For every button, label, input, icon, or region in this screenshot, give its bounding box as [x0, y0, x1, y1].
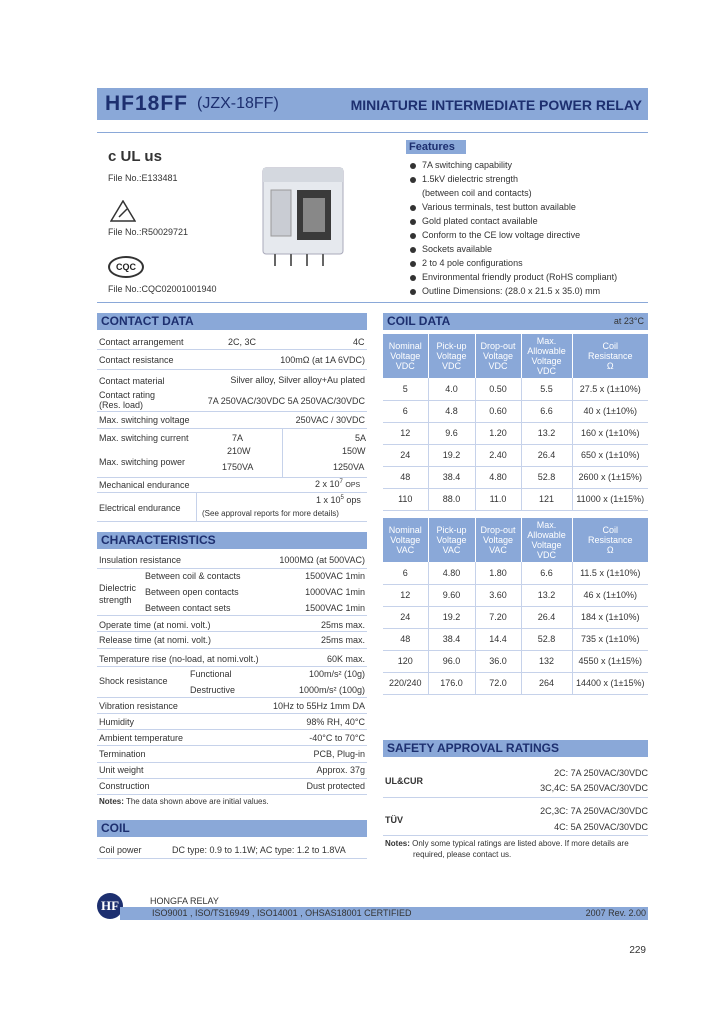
table-header-cell [521, 518, 572, 562]
table-row [383, 400, 648, 422]
power-4c-w: 150W [342, 446, 366, 456]
bullet-icon [410, 205, 416, 211]
cqc-file-number: File No.:CQC02001001940 [108, 284, 217, 294]
temp-rise-label: Temperature rise (no-load, at nomi.volt.) [99, 654, 259, 664]
table-cell: 38.4 [428, 628, 475, 650]
max-power-label: Max. switching power [99, 457, 186, 467]
contact-data-title: CONTACT DATA [97, 313, 367, 330]
table-cell: 48 [383, 466, 428, 488]
header-line: VDC [441, 361, 461, 371]
table-header-cell [475, 518, 521, 562]
table-cell: 38.4 [428, 466, 475, 488]
table-cell: 24 [383, 444, 428, 466]
divider [97, 615, 367, 616]
table-cell: 4.80 [475, 466, 521, 488]
release-value: 25ms max. [320, 635, 365, 645]
power-2c3c-w: 210W [227, 446, 251, 456]
table-row [383, 444, 648, 466]
tuv-triangle-icon [110, 200, 136, 222]
divider [97, 369, 367, 370]
bullet-icon [410, 289, 416, 295]
construction-label: Construction [99, 781, 150, 791]
insulation-value: 1000MΩ (at 500VAC) [279, 555, 365, 565]
safety-title: SAFETY APPROVAL RATINGS [383, 740, 648, 757]
divider [97, 428, 367, 429]
divider [97, 492, 367, 493]
table-cell: 27.5 x (1±10%) [572, 378, 648, 400]
table-row [383, 422, 648, 444]
divider [97, 411, 367, 412]
safety-notes-2: required, please contact us. [413, 850, 512, 859]
ul-rating-1: 2C: 7A 250VAC/30VDC [554, 768, 648, 778]
table-cell: 1.20 [475, 422, 521, 444]
divider [97, 858, 367, 859]
table-row [383, 606, 648, 628]
divider [282, 428, 283, 478]
table-cell: 19.2 [428, 606, 475, 628]
feature-item: (between coil and contacts) [422, 188, 532, 198]
table-cell: 6.6 [521, 562, 572, 584]
table-cell: 13.2 [521, 422, 572, 444]
header-line: VAC [442, 545, 461, 555]
characteristics-title: CHARACTERISTICS [97, 532, 367, 549]
header-line: Resistance [587, 535, 633, 545]
header-line: Max. [536, 520, 557, 530]
table-cell: 2.40 [475, 444, 521, 466]
dielectric-sets-label: Between contact sets [145, 603, 231, 613]
table-row [383, 378, 648, 400]
table-header-cell [475, 334, 521, 378]
divider [97, 521, 367, 522]
table-cell: 110 [383, 488, 428, 510]
header-line: VDC [488, 361, 508, 371]
table-cell: 12 [383, 422, 428, 444]
table-row [383, 466, 648, 488]
ul-cur-label: UL&CUR [385, 776, 423, 786]
header-line: Drop-out [480, 341, 516, 351]
termination-value: PCB, Plug-in [313, 749, 365, 759]
header-line: Voltage [531, 356, 562, 366]
table-cell: 7.20 [475, 606, 521, 628]
characteristics-notes: Notes: The data shown above are initial values. [99, 797, 269, 806]
shock-destr-value: 1000m/s² (100g) [298, 685, 365, 695]
bullet-icon [410, 163, 416, 169]
table-cell: 13.2 [521, 584, 572, 606]
header-line: Voltage [390, 351, 421, 361]
table-cell: 26.4 [521, 444, 572, 466]
table-cell: 735 x (1±10%) [572, 628, 648, 650]
table-cell: 0.60 [475, 400, 521, 422]
divider [196, 492, 197, 522]
vibration-label: Vibration resistance [99, 701, 178, 711]
table-row [383, 650, 648, 672]
bullet-icon [410, 233, 416, 239]
header-line: Voltage [482, 351, 514, 361]
termination-label: Termination [99, 749, 146, 759]
table-cell: 26.4 [521, 606, 572, 628]
table-cell: 2600 x (1±15%) [572, 466, 648, 488]
table-cell: 176.0 [428, 672, 475, 694]
cqc-mark-icon: CQC [108, 256, 144, 278]
divider [97, 132, 648, 133]
table-cell: 220/240 [383, 672, 428, 694]
table-cell: 6.6 [521, 400, 572, 422]
feature-item: Gold plated contact available [410, 216, 538, 226]
table-cell: 14.4 [475, 628, 521, 650]
bullet-icon [410, 275, 416, 281]
max-current-label: Max. switching current [99, 433, 189, 443]
bullet-icon [410, 261, 416, 267]
feature-item: Sockets available [410, 244, 492, 254]
table-cell: 14400 x (1±15%) [572, 672, 648, 694]
table-row [383, 488, 648, 510]
divider [97, 794, 367, 795]
header-line: Nominal [388, 341, 422, 351]
coil-data-title: COIL DATA at 23°C [383, 313, 648, 330]
divider [97, 349, 367, 350]
arrangement-label: Contact arrangement [99, 337, 184, 347]
header-line: VDC [536, 366, 556, 376]
feature-item: 2 to 4 pole configurations [410, 258, 523, 268]
safety-notes: Notes: Only some typical ratings are listed above. If more details are [385, 839, 629, 848]
dielectric-open-value: 1000VAC 1min [305, 587, 365, 597]
mech-label: Mechanical endurance [99, 480, 190, 490]
hongfa-logo-icon: HF [97, 893, 123, 919]
feature-item: 1.5kV dielectric strength [410, 174, 518, 184]
header-line: Nominal [388, 525, 422, 535]
coil-data-temp: at 23°C [613, 316, 644, 326]
divider [97, 762, 367, 763]
table-row [383, 562, 648, 584]
header-line: Voltage [390, 535, 421, 545]
header-line: Voltage [531, 540, 562, 550]
divider [97, 648, 367, 649]
header-line: VDC [536, 550, 556, 560]
ul-file-number: File No.:E133481 [108, 173, 178, 183]
table-cell: 0.50 [475, 378, 521, 400]
table-header-cell [521, 334, 572, 378]
table-cell: 12 [383, 584, 428, 606]
table-cell: 4.80 [428, 562, 475, 584]
model-name: HF18FF [105, 92, 189, 115]
weight-label: Unit weight [99, 765, 144, 775]
table-cell: 40 x (1±10%) [572, 400, 648, 422]
page-number: 229 [629, 945, 646, 956]
humidity-value: 98% RH, 40°C [306, 717, 365, 727]
table-cell: 11.0 [475, 488, 521, 510]
divider [97, 631, 367, 632]
alt-model-name: (JZX-18FF) [197, 95, 279, 112]
revision-text: 2007 Rev. 2.00 [585, 908, 646, 918]
certifications-text: ISO9001 , ISO/TS16949 , ISO14001 , OHSAS18001 CERTIFIED [152, 908, 412, 918]
power-4c-va: 1250VA [333, 462, 365, 472]
max-current-4c: 5A [355, 433, 367, 443]
page-header [97, 88, 648, 120]
table-cell: 11.5 x (1±10%) [572, 562, 648, 584]
shock-destr-label: Destructive [190, 685, 236, 695]
header-line: Ω [606, 545, 614, 555]
shock-func-value: 100m/s² (10g) [308, 669, 365, 679]
coil-power-label: Coil power [99, 845, 142, 855]
divider [97, 745, 367, 746]
resistance-label: Contact resistance [99, 355, 174, 365]
divider [97, 713, 367, 714]
divider [97, 666, 367, 667]
operate-label: Operate time (at nomi. volt.) [99, 620, 211, 630]
tuv-rating-1: 2C,3C: 7A 250VAC/30VDC [540, 806, 648, 816]
max-current-2c3c: 7A [232, 433, 244, 443]
dc-coil-table [383, 334, 648, 511]
operate-value: 25ms max. [320, 620, 365, 630]
table-cell: 5.5 [521, 378, 572, 400]
divider [97, 568, 367, 569]
ambient-label: Ambient temperature [99, 733, 184, 743]
divider [383, 835, 648, 836]
table-cell: 96.0 [428, 650, 475, 672]
table-cell: 4550 x (1±15%) [572, 650, 648, 672]
coil-title: COIL [97, 820, 367, 837]
vibration-value: 10Hz to 55Hz 1mm DA [272, 701, 365, 711]
power-2c3c-va: 1750VA [222, 462, 254, 472]
insulation-label: Insulation resistance [99, 555, 182, 565]
rating-value: 7A 250VAC/30VDC 5A 250VAC/30VDC [207, 396, 365, 406]
table-cell: 3.60 [475, 584, 521, 606]
construction-value: Dust protected [306, 781, 365, 791]
table-cell: 264 [521, 672, 572, 694]
header-line: VDC [395, 361, 415, 371]
features-title: Features [406, 140, 466, 154]
feature-item: Conform to the CE low voltage directive [410, 230, 580, 240]
resistance-value: 100mΩ (at 1A 6VDC) [280, 355, 365, 365]
table-cell: 120 [383, 650, 428, 672]
divider [97, 778, 367, 779]
tuv-file-number: File No.:R50029721 [108, 227, 189, 237]
relay-product-image [255, 160, 353, 270]
table-cell: 11000 x (1±15%) [572, 488, 648, 510]
feature-item: 7A switching capability [410, 160, 512, 170]
table-cell: 132 [521, 650, 572, 672]
header-line: Allowable [527, 346, 566, 356]
rating-label-sub: (Res. load) [99, 400, 144, 410]
arrangement-4c: 4C [353, 337, 365, 347]
table-cell: 1.80 [475, 562, 521, 584]
tuv-rating-2: 4C: 5A 250VAC/30VDC [554, 822, 648, 832]
shock-label: Shock resistance [99, 676, 168, 686]
table-cell: 5 [383, 378, 428, 400]
header-line: Pick-up [436, 341, 467, 351]
header-line: Ω [606, 361, 614, 371]
table-cell: 24 [383, 606, 428, 628]
elec-note: (See approval reports for more details) [202, 509, 339, 518]
divider [97, 302, 648, 303]
header-line: Resistance [587, 351, 633, 361]
table-row [383, 672, 648, 694]
bullet-icon [410, 219, 416, 225]
divider [383, 797, 648, 798]
table-header-cell [428, 334, 475, 378]
bullet-icon [410, 177, 416, 183]
company-name: HONGFA RELAY [150, 896, 219, 906]
table-cell: 6 [383, 562, 428, 584]
table-cell: 46 x (1±10%) [572, 584, 648, 606]
header-line: VAC [396, 545, 415, 555]
arrangement-2c3c: 2C, 3C [228, 337, 257, 347]
table-cell: 48 [383, 628, 428, 650]
max-voltage-value: 250VAC / 30VDC [295, 415, 365, 425]
dielectric-open-label: Between open contacts [145, 587, 239, 597]
ambient-value: -40°C to 70°C [309, 733, 365, 743]
table-cell: 19.2 [428, 444, 475, 466]
table-cell: 52.8 [521, 466, 572, 488]
ul-rating-2: 3C,4C: 5A 250VAC/30VDC [540, 783, 648, 793]
table-cell: 650 x (1±10%) [572, 444, 648, 466]
material-value: Silver alloy, Silver alloy+Au plated [230, 375, 365, 385]
ul-mark-icon: c UL us [108, 148, 162, 165]
header-line: Coil [602, 341, 618, 351]
table-row [383, 628, 648, 650]
header-line: VAC [489, 545, 507, 555]
temp-rise-value: 60K max. [326, 654, 365, 664]
rating-label: Contact rating [99, 390, 156, 400]
dielectric-coil-label: Between coil & contacts [145, 571, 241, 581]
page-title: MINIATURE INTERMEDIATE POWER RELAY [350, 97, 642, 113]
mech-value: 2 x $10^7$ OPS [315, 479, 361, 489]
weight-value: Approx. 37g [316, 765, 365, 775]
table-header-cell [428, 518, 475, 562]
feature-item: Outline Dimensions: (28.0 x 21.5 x 35.0) mm [410, 286, 600, 296]
table-cell: 184 x (1±10%) [572, 606, 648, 628]
table-cell: 160 x (1±10%) [572, 422, 648, 444]
elec-label: Electrical endurance [99, 503, 181, 513]
tuv-label: TÜV [385, 815, 403, 825]
dielectric-coil-value: 1500VAC 1min [305, 571, 365, 581]
table-cell: 52.8 [521, 628, 572, 650]
table-header-cell [572, 518, 648, 562]
divider [97, 697, 367, 698]
header-line: Pick-up [436, 525, 467, 535]
ac-coil-table [383, 518, 648, 695]
table-cell: 4.8 [428, 400, 475, 422]
dielectric-label-sub: strength [99, 595, 132, 605]
table-row [383, 584, 648, 606]
table-cell: 88.0 [428, 488, 475, 510]
shock-func-label: Functional [190, 669, 232, 679]
header-line: Voltage [436, 535, 467, 545]
header-line: Allowable [527, 530, 566, 540]
header-line: Voltage [482, 535, 514, 545]
material-label: Contact material [99, 376, 165, 386]
divider [97, 729, 367, 730]
coil-power-value: DC type: 0.9 to 1.1W; AC type: 1.2 to 1.8VA [172, 845, 346, 855]
table-cell: 121 [521, 488, 572, 510]
table-cell: 6 [383, 400, 428, 422]
header-line: Drop-out [480, 525, 516, 535]
bullet-icon [410, 247, 416, 253]
divider [97, 477, 367, 478]
table-cell: 72.0 [475, 672, 521, 694]
table-cell: 9.6 [428, 422, 475, 444]
table-cell: 9.60 [428, 584, 475, 606]
elec-value: 1 x $10^5$ ops [316, 495, 361, 505]
dielectric-label: Dielectric [99, 583, 137, 593]
table-cell: 4.0 [428, 378, 475, 400]
humidity-label: Humidity [99, 717, 135, 727]
feature-item: Environmental friendly product (RoHS compliant) [410, 272, 617, 282]
max-voltage-label: Max. switching voltage [99, 415, 190, 425]
header-line: Voltage [436, 351, 467, 361]
header-line: Max. [536, 336, 557, 346]
release-label: Release time (at nomi. volt.) [99, 635, 212, 645]
table-header-cell [383, 334, 428, 378]
feature-item: Various terminals, test button available [410, 202, 576, 212]
table-header-cell [572, 334, 648, 378]
table-cell: 36.0 [475, 650, 521, 672]
header-line: Coil [602, 525, 618, 535]
dielectric-sets-value: 1500VAC 1min [305, 603, 365, 613]
table-header-cell [383, 518, 428, 562]
